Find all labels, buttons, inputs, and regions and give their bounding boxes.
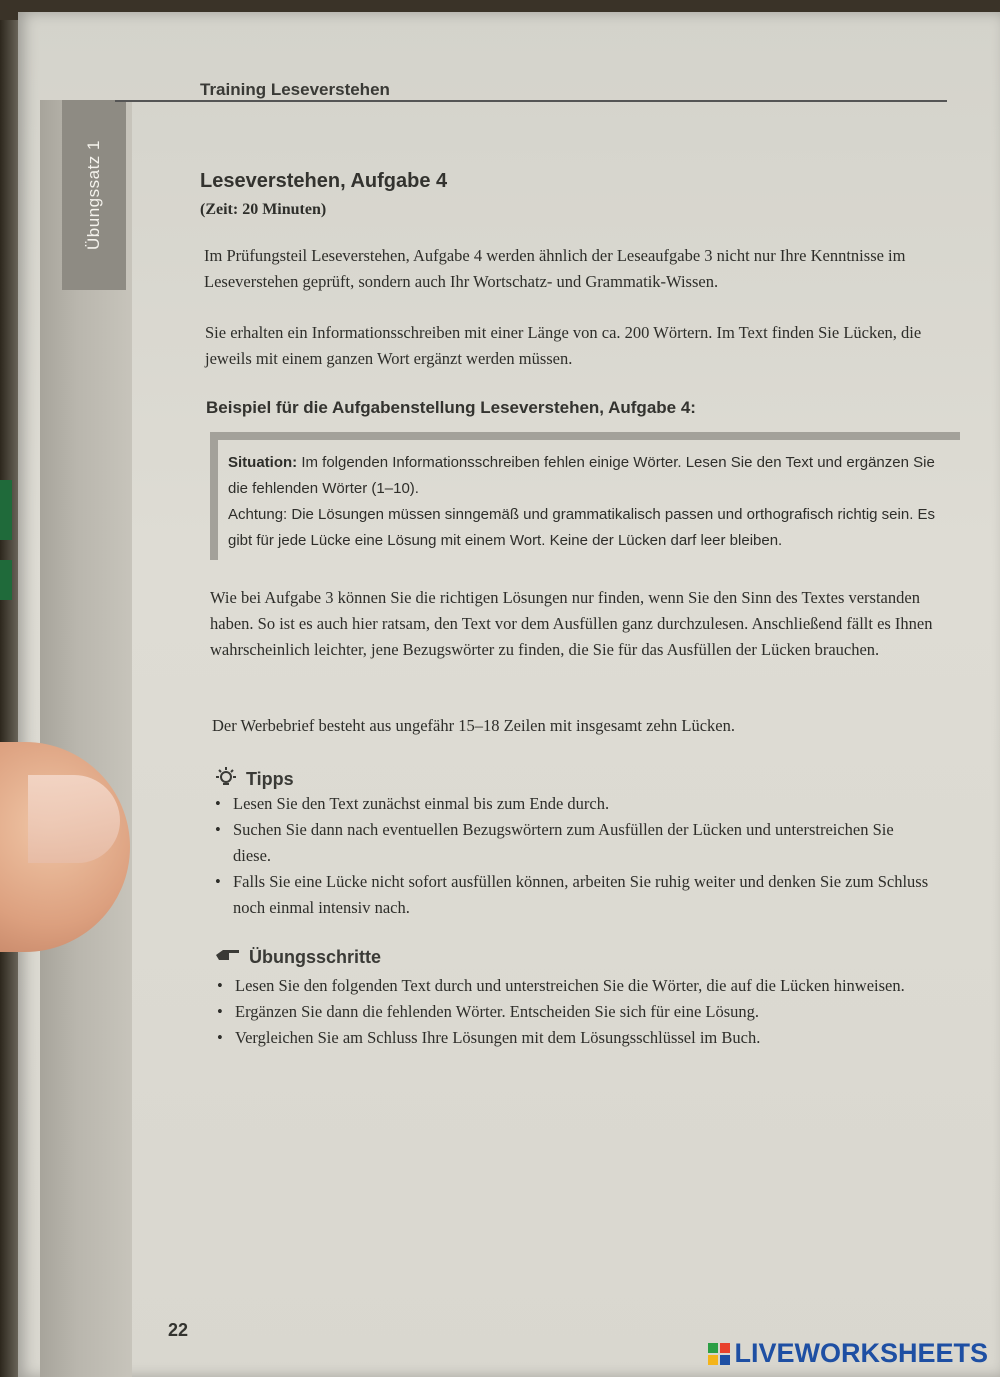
paragraph-info: Sie erhalten ein Informationsschreiben mit einer Länge von ca. 200 Wörtern. Im Text finden Sie Lücken, die jeweils mit einem ganzen Wort ergänzt werden müssen. [205, 323, 922, 368]
tipps-heading [214, 767, 294, 792]
thumbnail-nail [28, 775, 120, 863]
page-margin-strip [40, 100, 132, 1377]
task-time: (Zeit: 20 Minuten) [200, 201, 327, 218]
list-item: • Falls Sie eine Lücke nicht sofort ausfüllen können, arbeiten Sie ruhig weiter und denken Sie zum Schluss noch einmal intensiv nach. [213, 869, 933, 921]
steps-heading [215, 947, 381, 968]
task-heading: Leseverstehen, Aufgabe 4 [200, 170, 448, 192]
paragraph-advice: Wie bei Aufgabe 3 können Sie die richtigen Lösungen nur finden, wenn Sie den Sinn des Textes verstanden haben. So ist es auch hier ratsam, den Text vor dem Ausfüllen ganz durchzulesen. Anschließend fällt es Ihnen wahrscheinlich leichter, jene Bezugswörter zu finden, die Sie für das Ausfüllen der Lücken brauchen. [210, 588, 933, 659]
liveworksheets-logo [708, 1338, 988, 1369]
steps-heading-label: Übungsschritte [249, 947, 382, 967]
logo-icon [708, 1343, 730, 1365]
header-title: Training Leseverstehen [200, 80, 390, 99]
situation-body: Im folgenden Informationsschreiben fehlen einige Wörter. Lesen Sie den Text und ergänzen Sie die fehlenden Wörter (1–10). [228, 454, 935, 497]
green-bookmark [0, 480, 12, 540]
steps-list [215, 973, 945, 1051]
tipps-list [213, 791, 933, 921]
paragraph-letter-length: Der Werbebrief besteht aus ungefähr 15–18 Zeilen mit insgesamt zehn Lücken. [212, 716, 735, 735]
logo-text: LIVEWORKSHEETS [734, 1338, 988, 1368]
paragraph-intro: Im Prüfungsteil Leseverstehen, Aufgabe 4 werden ähnlich der Leseaufgabe 3 nicht nur Ihre Kenntnisse im Leseverstehen geprüft, sondern auch Ihr Wortschatz- und Grammatik-Wissen. [204, 246, 906, 291]
side-tab-label-wrap [62, 100, 126, 290]
list-item: • Ergänzen Sie dann die fehlenden Wörter. Entscheiden Sie sich für eine Lösung. [215, 999, 945, 1025]
situation-text [228, 450, 944, 554]
list-item: • Lesen Sie den Text zunächst einmal bis zum Ende durch. [213, 791, 933, 817]
header-rule [115, 100, 947, 102]
side-tab-label: Übungssatz 1 [84, 140, 104, 250]
situation-note: Achtung: Die Lösungen müssen sinngemäß und grammatikalisch passen und orthografisch richtig sein. Es gibt für jede Lücke eine Lösung mit einem Wort. Keine der Lücken darf leer bleiben. [228, 506, 936, 549]
list-item: • Vergleichen Sie am Schluss Ihre Lösungen mit dem Lösungsschlüssel im Buch. [215, 1025, 945, 1051]
page-number: 22 [168, 1320, 189, 1340]
list-item: • Lesen Sie den folgenden Text durch und unterstreichen Sie die Wörter, die auf die Lücken hinweisen. [215, 973, 945, 999]
green-bookmark-2 [0, 560, 12, 600]
situation-label: Situation: [228, 454, 298, 471]
lightbulb-icon [214, 767, 238, 792]
list-item: • Suchen Sie dann nach eventuellen Bezugswörtern zum Ausfüllen der Lücken und unterstreichen Sie diese. [213, 817, 933, 869]
example-heading: Beispiel für die Aufgabenstellung Leseverstehen, Aufgabe 4: [206, 398, 696, 417]
tipps-heading-label: Tipps [246, 769, 294, 789]
pointing-hand-icon [215, 947, 241, 968]
